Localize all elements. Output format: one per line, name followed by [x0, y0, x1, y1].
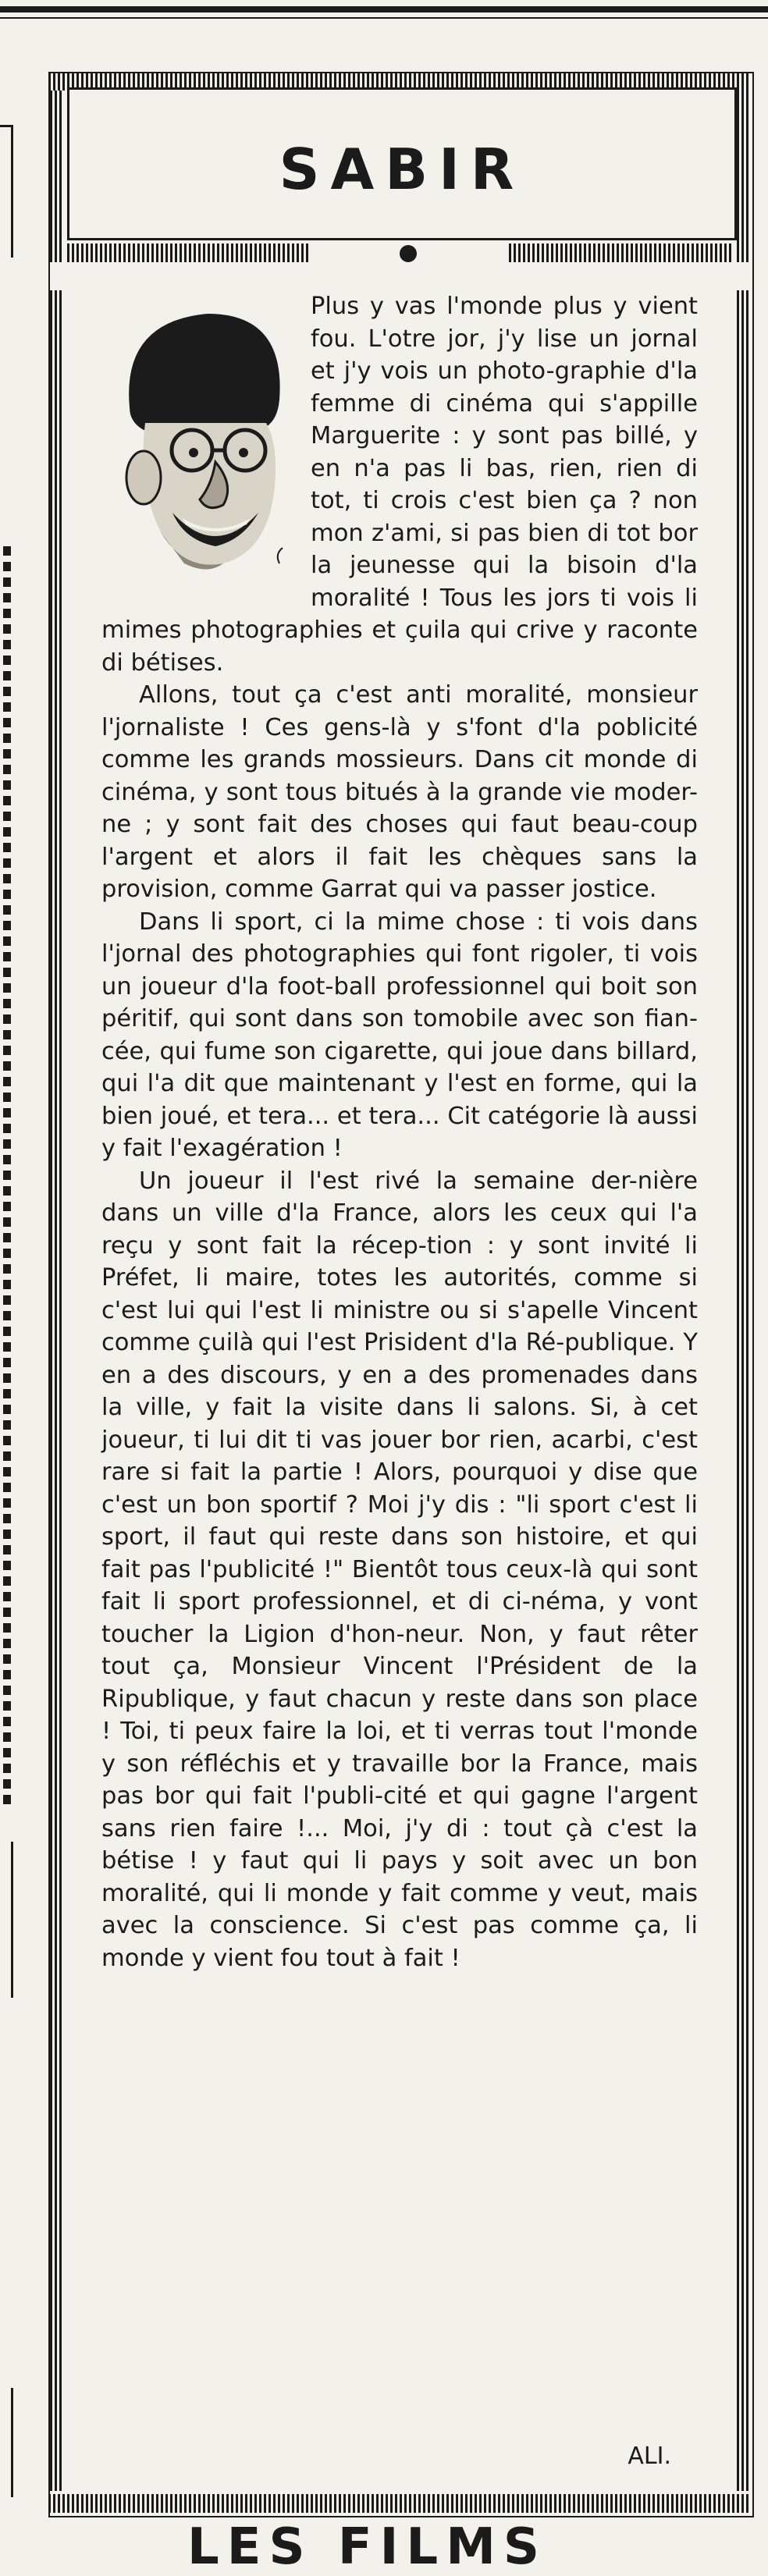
frame-hatch-bottom — [48, 2494, 751, 2513]
page-title: SABIR — [279, 137, 525, 202]
next-article-heading — [187, 2518, 624, 2576]
frame-hatch-left-top — [50, 91, 62, 262]
author-signature: ALI. — [628, 2443, 671, 2470]
title-box — [67, 87, 737, 240]
article-body — [101, 290, 698, 1974]
caricature-illustration — [98, 290, 295, 581]
next-article-heading-text: LES FILMS — [187, 2518, 547, 2576]
adjacent-column-edge — [0, 125, 17, 2489]
article-paragraph: Dans li sport, ci la mime chose : ti vois dans l'jornal des photographies qui font rigoler, ti vois un joueur d'la foot-ball professionnel qui boit son péritif, qui sont dans son tomobile avec son fian-cée, qui fume son cigarette, qui joue dans billard, qui l'a dit que maintenant y l'est en forme, qui la bien joué, et tera... et tera... Cit catégorie là aussi y fait l'exagération ! — [101, 908, 698, 1162]
title-divider-bullet — [400, 245, 417, 262]
title-divider-right — [509, 243, 732, 262]
title-divider-left — [67, 243, 309, 262]
frame-hatch-right-top — [737, 91, 749, 262]
article-paragraph: Un joueur il l'est rivé la semaine der-nière dans un ville d'la France, alors les ceux qui l'a reçu y sont fait la récep-tion : y sont invité li Préfet, li maire, totes les autorités, comme si c'est lui qui l'est li ministre ou si s'apelle Vincent comme çuilà qui l'est Prisident d'la Ré-publique. Y en a des discours, y en a des promenades dans la ville, y fait la visite dans li salons. Si, à cet joueur, ti lui dit ti vas jouer bor rien, acarbi, c'est rare si fait la partie ! Alors, pourquoi y dise que c'est un bon sportif ? Moi j'y dis : "li sport c'est li sport, il faut qui reste dans son histoire, et qui fait pas l'publicité !" Bientôt tous ceux-là qui sont fait li sport professionnel, et di ci-néma, y vont toucher la Ligion d'hon-neur. Non, y faut rêter tout ça, Monsieur Vincent l'Président de la Ripublique, y faut chacun y reste dans son place ! Toi, ti peux faire la loi, et ti verras tout l'monde y son réfléchis et y travaille bor la France, mais pas bor qui fait l'publi-cité et qui gagne l'argent sans rien faire !... Moi, j'y di : tout çà c'est la bétise ! y faut qui li pays y soit avec un bon moralité, qui li monde y fait comme y veut, mais avec la conscience. Si c'est pas comme ça, li monde y vient fou tout à fait ! — [101, 1167, 698, 1972]
frame-hatch-right — [737, 290, 749, 2491]
top-rule-thin — [0, 17, 768, 19]
top-rule — [0, 6, 768, 12]
article-intro: Plus y vas l'monde plus y vient fou. L'otre jor, j'y lise un jornal et j'y vois un photo-graphie d'la femme di cinéma qui s'appille Marguerite : y sont pas billé, y en n'a pas li bas, rien, rien di tot, ti crois c'est bien ça ? non mon z'ami, si pas bien di tot bor la jeunesse qui la bisoin d'la moralité ! Tous les jors ti vois li mimes photographies et çuila qui crive y raconte di bétises. — [101, 293, 698, 677]
frame-hatch-left — [50, 290, 62, 2491]
article-paragraph: Allons, tout ça c'est anti moralité, monsieur l'jornaliste ! Ces gens-là y s'font d'la poblicité comme les grands mossieurs. Dans cit monde di cinéma, y sont tous bitués à la grande vie moder-ne ; y sont fait des choses qui faut beau-coup l'argent et alors il fait les chèques sans la provision, comme Garrat qui va passer jostice. — [101, 681, 698, 903]
